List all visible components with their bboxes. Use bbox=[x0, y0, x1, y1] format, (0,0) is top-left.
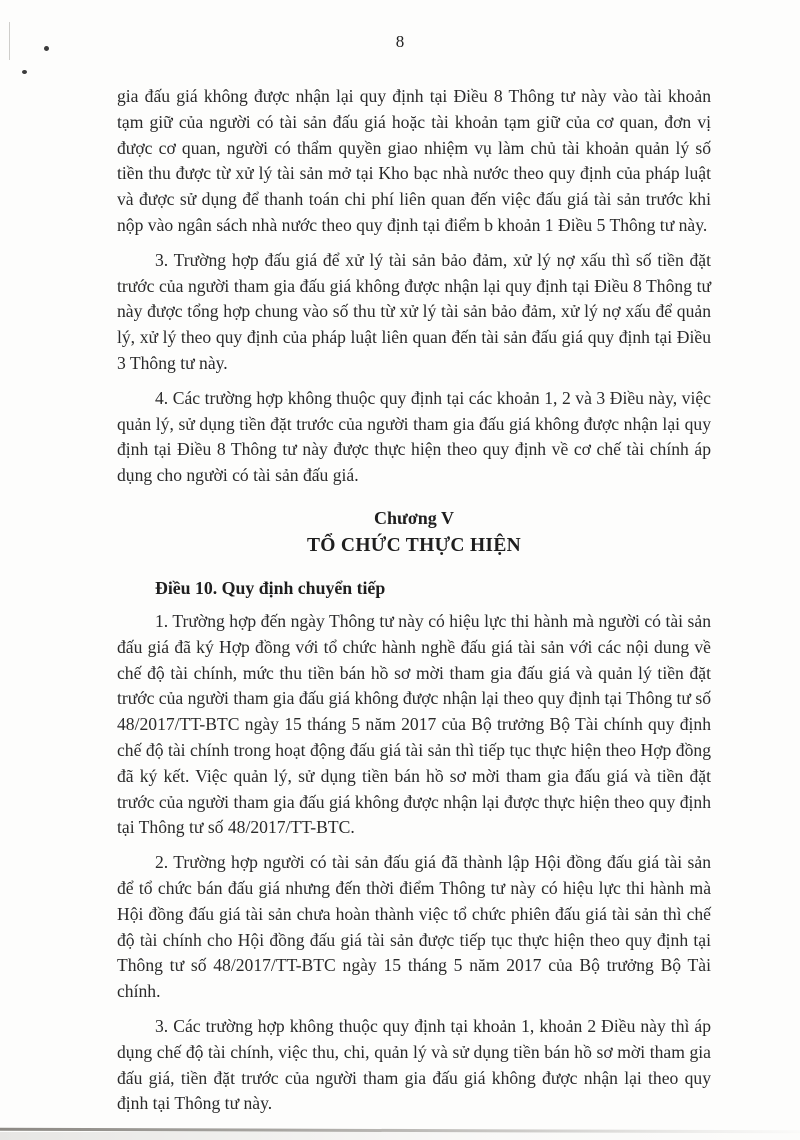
article-10-clause-1-paragraph: 1. Trường hợp đến ngày Thông tư này có hiệu lực thi hành mà người có tài sản đấu giá đã ký Hợp đồng với tổ chức hành nghề đấu giá tài sản với các nội dung về chế độ tài chính, mức thu tiền bán hồ sơ mời tham gia đấu giá và quản lý tiền đặt trước của người tham gia đấu giá không được nhận lại theo quy định tại Thông tư số 48/2017/TT-BTC ngày 15 tháng 5 năm 2017 của Bộ trưởng Bộ Tài chính quy định chế độ tài chính trong hoạt động đấu giá tài sản thì tiếp tục thực hiện theo Hợp đồng đã ký kết. Việc quản lý, sử dụng tiền bán hồ sơ mời tham gia đấu giá và tiền đặt trước của người tham gia đấu giá không được nhận lại được thực hiện theo quy định tại Thông tư số 48/2017/TT-BTC. bbox=[117, 610, 711, 838]
continuation-paragraph: gia đấu giá không được nhận lại quy định tại Điều 8 Thông tư này vào tài khoản tạm giữ của người có tài sản đấu giá hoặc tài khoản tạm giữ của cơ quan, đơn vị được cơ quan, người có thẩm quyền giao nhiệm vụ làm chủ tài khoản quản lý số tiền thu được từ xử lý tài sản mở tại Kho bạc nhà nước theo quy định của pháp luật và được sử dụng để thanh toán chi phí liên quan đến việc đấu giá tài sản trước khi nộp vào ngân sách nhà nước theo quy định tại điểm b khoản 1 Điều 5 Thông tư này. bbox=[117, 86, 711, 235]
article-10-heading: Điều 10. Quy định chuyển tiếp bbox=[155, 577, 386, 598]
bottom-shade-artifact bbox=[0, 1132, 800, 1140]
clause-3-paragraph: 3. Trường hợp đấu giá để xử lý tài sản bảo đảm, xử lý nợ xấu thì số tiền đặt trước của người tham gia đấu giá không được nhận lại quy định tại Điều 8 Thông tư này được tổng hợp chung vào số thu từ xử lý tài sản bảo đảm, xử lý nợ xấu để quản lý, xử lý theo quy định của pháp luật liên quan đến tài sản đấu giá quy định tại Điều 3 Thông tư này. bbox=[117, 249, 711, 373]
scan-edge-artifact bbox=[9, 22, 10, 60]
scan-speck-artifact bbox=[22, 70, 27, 74]
chapter-label: Chương V bbox=[374, 507, 454, 528]
page-number: 8 bbox=[395, 32, 405, 51]
chapter-heading-block bbox=[117, 505, 711, 561]
article-10-clause-3-paragraph: 3. Các trường hợp không thuộc quy định tại khoản 1, khoản 2 Điều này thì áp dụng chế độ tài chính, việc thu, chi, quản lý và sử dụng tiền bán hồ sơ mời tham gia đấu giá, tiền đặt trước của người tham gia đấu giá không được nhận lại theo quy định tại Thông tư này. bbox=[117, 1015, 711, 1114]
text-column bbox=[117, 84, 711, 1126]
chapter-title: TỔ CHỨC THỰC HIỆN bbox=[306, 534, 522, 556]
article-10-clause-2-paragraph: 2. Trường hợp người có tài sản đấu giá đã thành lập Hội đồng đấu giá tài sản để tổ chức bán đấu giá nhưng đến thời điểm Thông tư này có hiệu lực thi hành mà Hội đồng đấu giá tài sản chưa hoàn thành việc tổ chức phiên đấu giá tài sản thì chế độ tài chính cho Hội đồng đấu giá tài sản được tiếp tục thực hiện theo quy định tại Thông tư số 48/2017/TT-BTC ngày 15 tháng 5 năm 2017 của Bộ trưởng Bộ Tài chính. bbox=[117, 852, 711, 1002]
clause-4-paragraph: 4. Các trường hợp không thuộc quy định tại các khoản 1, 2 và 3 Điều này, việc quản lý, sử dụng tiền đặt trước của người tham gia đấu giá không được nhận lại quy định tại Điều 8 Thông tư này được thực hiện theo quy định về cơ chế tài chính áp dụng cho người có tài sản đấu giá. bbox=[117, 387, 711, 486]
scan-speck-artifact bbox=[44, 46, 49, 51]
